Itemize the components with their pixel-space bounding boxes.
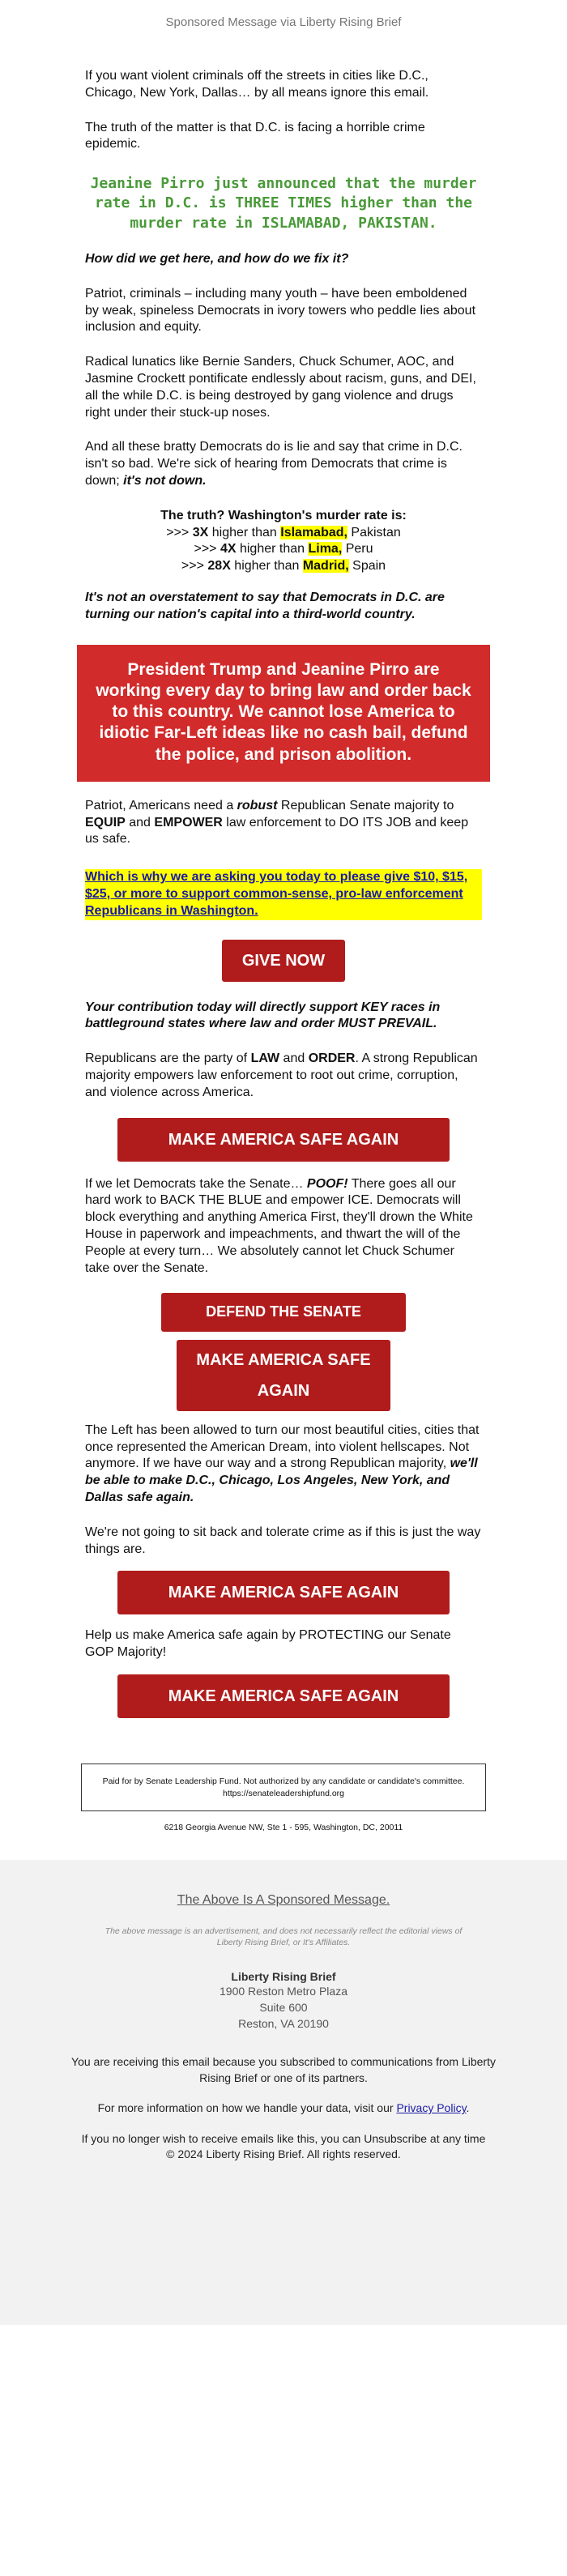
tolerate-paragraph: We're not going to sit back and tolerate crime as if this is just the way things are. [85,1525,481,1556]
email-body [85,68,482,1718]
patriot-paragraph: Patriot, criminals – including many youth – have been emboldened by weak, spineless Democrats in ivory towers who peddle lies about inclusion and equity. [85,286,476,335]
bratty-paragraph [85,439,482,489]
truth-heading: The truth? Washington's murder rate is: [160,508,407,522]
compare-row: >>> 4X higher than Lima, Peru [194,542,373,557]
give-now-wrap [85,940,482,982]
privacy-notice: For more information on how we handle your data, visit our Privacy Policy. [97,2101,470,2115]
radical-paragraph: Radical lunatics like Bernie Sanders, Chuck Schumer, AOC, and Jasmine Crockett pontificate endlessly about racism, guns, and DEI, all the while D.C. is being destroyed by gang violence and drugs right under their stuck-up noses. [85,355,476,420]
committee-address: 6218 Georgia Avenue NW, Ste 1 - 595, Washington, DC, 20011 [164,1823,403,1833]
privacy-policy-link[interactable]: Privacy Policy [396,2101,467,2115]
mas-button-wrap [85,1118,482,1162]
disclaimer-url[interactable]: https://senateleadershipfund.org [222,1788,345,1798]
intro-paragraph: If you want violent criminals off the streets in cities like D.C., Chicago, New York, Dallas… by all means ignore this email. [85,69,429,100]
mas-button-wrap [85,1571,482,1614]
hellscapes-paragraph: The Left has been allowed to turn our most beautiful cities, cities that once represented the American Dream, into violent hellscapes. Not anymore. If we have our way and a strong Republican majority, we'll be able to make D.C., Chicago, Los Angeles, New York, and Dallas safe again. [85,1422,480,1504]
law-order-paragraph: Republicans are the party of LAW and ORDER. A strong Republican majority empowers law enforcement to root out crime, corruption, and violence across America. [85,1051,478,1099]
advertisement-note: The above message is an advertisement, and does not necessarily reflect the editorial views of Liberty Rising Brief, or It's Affiliates. [104,1926,463,1947]
unsubscribe-notice: If you no longer wish to receive emails like this, you can Unsubscribe at any time [81,2131,486,2145]
bratty-text: And all these bratty Democrats do is lie and say that crime in D.C. isn't so bad. We're sick of hearing from Democrats that crime is down; [85,440,463,488]
make-america-safe-button[interactable]: MAKE AMERICA SAFE AGAIN [117,1571,450,1614]
publisher-name: Liberty Rising Brief [231,1970,336,1984]
overstatement-paragraph: It's not an overstatement to say that Democrats in D.C. are turning our nation's capital into a third-world country. [85,591,445,621]
copyright: © 2024 Liberty Rising Brief. All rights reserved. [166,2147,401,2161]
headline: Jeanine Pirro just announced that the murder rate in D.C. is THREE TIMES higher than the murder rate in ISLAMABAD, PAKISTAN. [90,175,477,232]
receiving-notice: You are receiving this email because you subscribed to communications from Liberty Rising Brief or one of its partners. [71,2055,496,2084]
give-now-button[interactable]: GIVE NOW [222,940,345,982]
not-down-text: it's not down. [123,474,207,488]
robust-majority-paragraph: Patriot, Americans need a robust Republican Senate majority to EQUIP and EMPOWER law enforcement to DO ITS JOB and keep us safe. [85,798,469,847]
sponsored-message-title: The Above Is A Sponsored Message. [177,1893,390,1907]
murder-rate-comparison [85,508,482,575]
mas-button-wrap [85,1674,482,1718]
question-paragraph: How did we get here, and how do we fix it? [85,252,349,267]
paid-for-text: Paid for by Senate Leadership Fund. Not authorized by any candidate or candidate's committee. [102,1776,465,1786]
make-america-safe-button[interactable]: MAKE AMERICA SAFE AGAIN [177,1340,390,1411]
contribution-paragraph: Your contribution today will directly support KEY races in battleground states where law and order MUST PREVAIL. [85,1000,441,1031]
callout-box: President Trump and Jeanine Pirro are working every day to bring law and order back to this country. We cannot lose America to idiotic Far-Left ideas like no cash bail, defund the police, and prison abolition. [77,645,490,782]
donation-ask-link[interactable]: Which is why we are asking you today to please give $10, $15, $25, or more to support common-sense, pro-law enforcement Republicans in Washington. [85,869,482,919]
crime-epidemic-paragraph: The truth of the matter is that D.C. is facing a horrible crime epidemic. [85,120,425,151]
compare-row: >>> 3X higher than Islamabad, Pakistan [166,525,401,540]
make-america-safe-button[interactable]: MAKE AMERICA SAFE AGAIN [117,1118,450,1162]
defend-the-senate-button[interactable]: DEFEND THE SENATE [161,1293,406,1331]
defend-button-wrap [85,1293,482,1331]
make-america-safe-button[interactable]: MAKE AMERICA SAFE AGAIN [117,1674,450,1718]
help-paragraph: Help us make America safe again by PROTECTING our Senate GOP Majority! [85,1628,451,1660]
compare-row: >>> 28X higher than Madrid, Spain [181,559,386,574]
mas-button-wrap [85,1340,482,1411]
footer [0,1860,567,2325]
paid-for-disclaimer [81,1764,486,1811]
sponsor-header: Sponsored Message via Liberty Rising Brief [165,15,402,29]
poof-paragraph: If we let Democrats take the Senate… POOF! There goes all our hard work to BACK THE BLUE and empower ICE. Democrats will block everything and anything America First, they'll drown the White House in paperwork and impeachments, and thwart the will of the People at every turn… We absolutely cannot let Chuck Schumer take over the Senate. [85,1176,473,1275]
publisher-address: 1900 Reston Metro Plaza Suite 600 Reston, VA 20190 [220,1985,347,2030]
